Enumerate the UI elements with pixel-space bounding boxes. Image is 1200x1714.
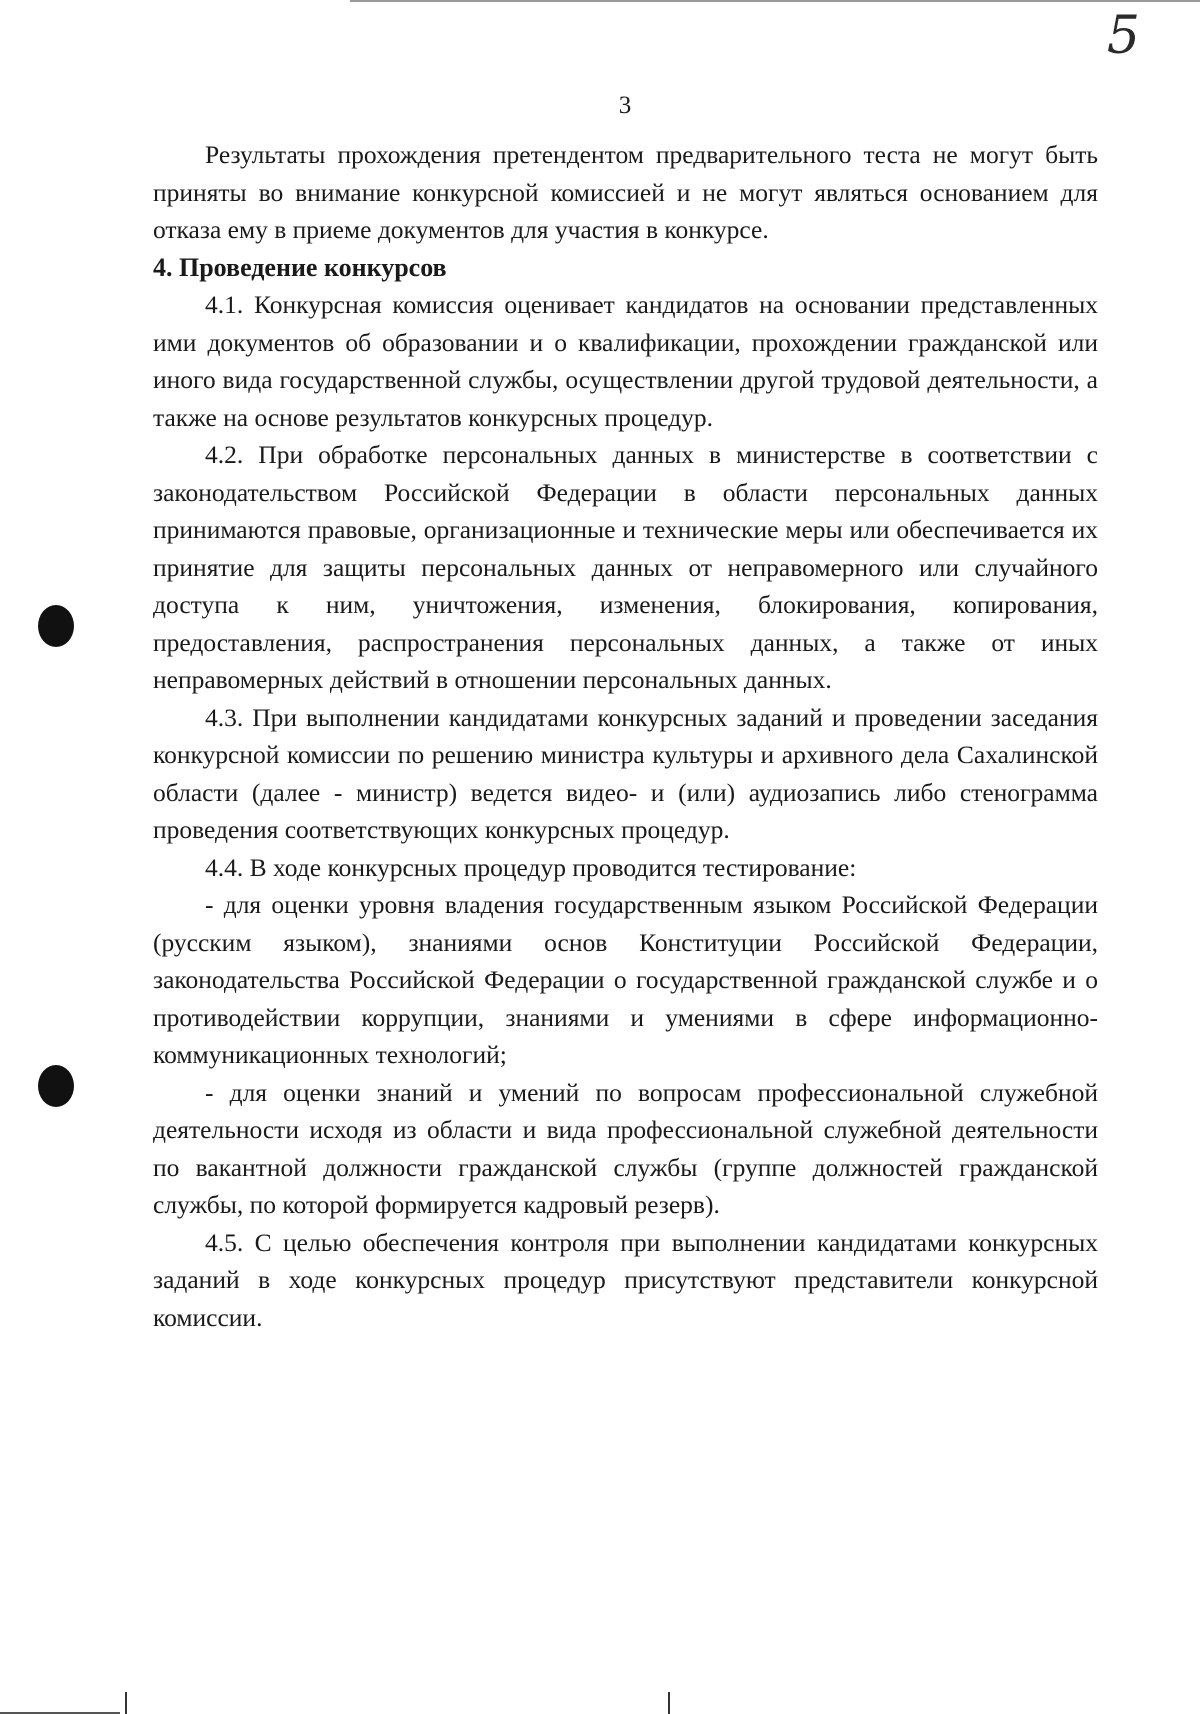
intro-paragraph: Результаты прохождения претендентом предварительного теста не могут быть приняты во внимание конкурсной комиссией и не могут являться основанием для отказа ему в приеме документов для участия в конкурсе. bbox=[153, 140, 1098, 244]
section-heading: 4. Проведение конкурсов bbox=[153, 252, 447, 282]
paragraph-4-5: 4.5. С целью обеспечения контроля при выполнении кандидатами конкурсных заданий в ходе конкурсных процедур присутствуют представители конкурсной комиссии. bbox=[153, 1227, 1098, 1332]
paragraph-4-4-item-1: - для оценки уровня владения государственным языком Российской Федерации (русским языком), знаниями основ Конституции Российской Федерации, законодательства Российской Федерации о государственной гражданской службе и о противодействии коррупции, знаниями и умениями в сфере информационно-коммуникационных технологий; bbox=[153, 890, 1098, 1069]
paragraph-4-3: 4.3. При выполнении кандидатами конкурсных заданий и проведении заседания конкурсной комиссии по решению министра культуры и архивного дела Сахалинской области (далее - министр) ведется видео- и (или) аудиозапись либо стенограмма проведения соответствующих конкурсных процедур. bbox=[153, 702, 1098, 844]
scan-artifact bbox=[668, 1692, 670, 1714]
document-body bbox=[153, 136, 1098, 1336]
paragraph-4-2: 4.2. При обработке персональных данных в министерстве в соответствии с законодательством Российской Федерации в области персональных данных принимаются правовые, организационные и технические меры или обеспечивается их принятие для защиты персональных данных от неправомерного или случайного доступа к ним, уничтожения, изменения, блокирования, копирования, предоставления, распространения персональных данных, а также от иных неправомерных действий в отношении персональных данных. bbox=[153, 440, 1098, 694]
paragraph-4-4-item-2: - для оценки знаний и умений по вопросам профессиональной служебной деятельности исходя из области и вида профессиональной служебной деятельности по вакантной должности гражданской службы (группе должностей гражданской службы, по которой формируется кадровый резерв). bbox=[153, 1077, 1098, 1219]
scan-top-line bbox=[350, 0, 1200, 2]
punch-hole bbox=[38, 1065, 74, 1107]
scan-artifact bbox=[125, 1692, 127, 1714]
paragraph-4-4: 4.4. В ходе конкурсных процедур проводится тестирование: bbox=[205, 852, 857, 882]
page-number: 3 bbox=[618, 92, 632, 119]
paragraph-4-1: 4.1. Конкурсная комиссия оценивает кандидатов на основании представленных ими документов об образовании и о квалификации, прохождении гражданской или иного вида государственной службы, осуществлении другой трудовой деятельности, а также на основе результатов конкурсных процедур. bbox=[153, 290, 1098, 432]
punch-hole bbox=[38, 605, 74, 647]
handwritten-page-mark: 5 bbox=[1106, 6, 1140, 66]
